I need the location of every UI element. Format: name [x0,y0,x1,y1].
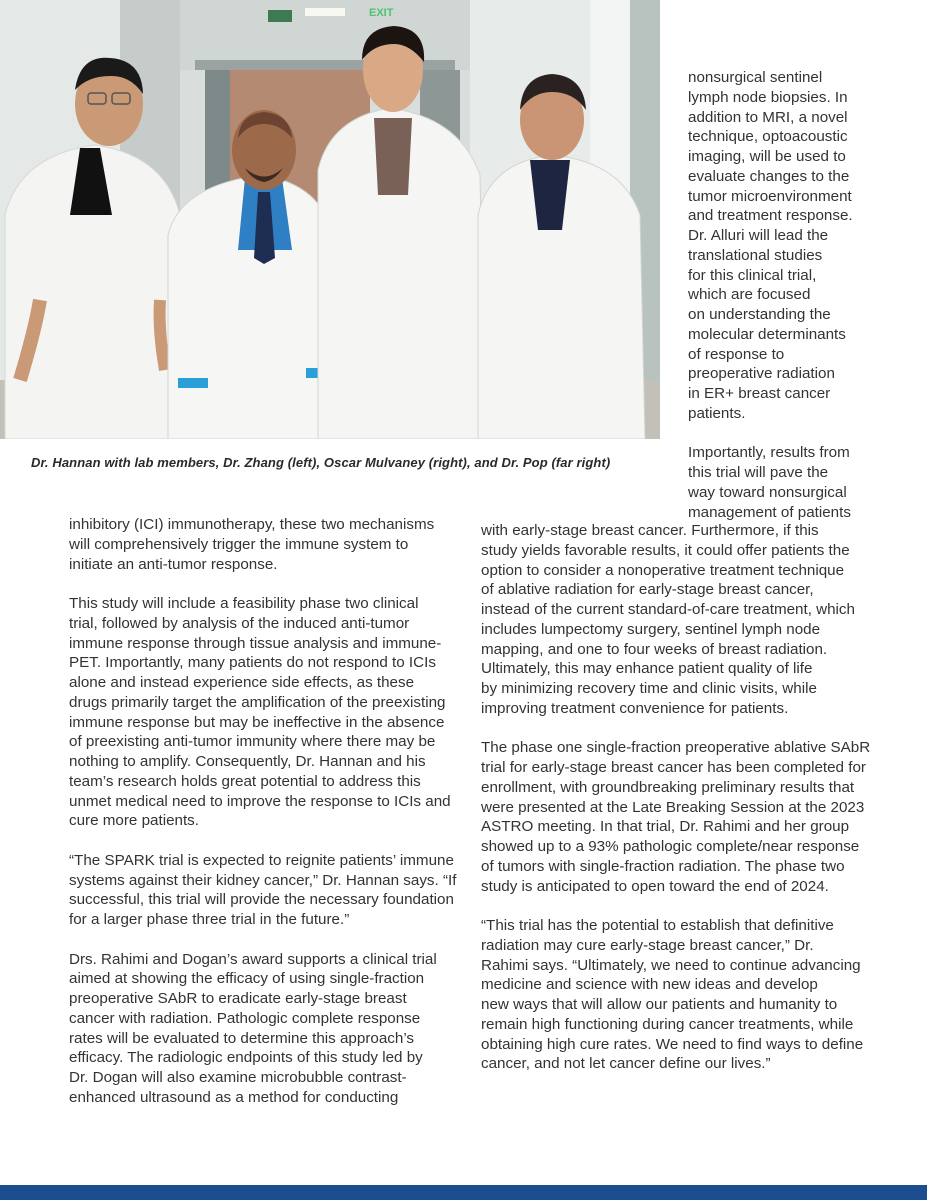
text-line: efficacy. The radiologic endpoints of this study led by [69,1049,423,1067]
text-line: tumor microenvironment [688,187,852,205]
team-photo [0,0,660,439]
article-column-left [69,515,457,1108]
text-line: by minimizing recovery time and clinic visits, while [481,680,817,697]
text-line: of preexisting anti-tumor immunity where there may be [69,733,436,751]
text-line: drugs primarily target the amplification of the preexisting [69,693,446,711]
text-line: option to consider a nonoperative treatment technique [481,561,845,579]
paragraph-gap [69,574,449,594]
text-line: immune response through tissue analysis and immune- [69,634,442,652]
text-line: alone and instead experience side effects, as these [69,674,415,691]
text-line: which are focused [688,286,811,304]
paragraph-gap [69,831,449,851]
text-line: immune response but may be ineffective in the absence [69,713,445,731]
text-line: with early-stage breast cancer. Furthermore, if this [481,522,819,539]
text-line: study yields favorable results, it could offer patients the [481,541,850,559]
text-line: enrollment, with groundbreaking preliminary results that [481,778,855,796]
text-line: lymph node biopsies. In [688,88,848,106]
text-line: showed up to a 93% pathologic complete/near response [481,838,860,855]
exit-sign: EXIT [369,7,394,19]
text-line: team’s research holds great potential to address this [69,772,421,790]
text-line: new ways that will allow our patients and humanity to [481,996,838,1013]
text-line: initiate an anti-tumor response. [69,555,278,573]
text-line: nonsurgical sentinel [688,69,823,86]
text-line: cancer with radiation. Pathologic complete response [69,1009,421,1027]
article-column-right [481,521,871,1074]
paragraph-gap [481,719,871,739]
text-line: This study will include a feasibility phase two clinical [69,595,419,612]
text-line: nothing to amplify. Consequently, Dr. Hannan and his [69,753,426,770]
text-line: Drs. Rahimi and Dogan’s award supports a clinical trial [69,950,437,968]
text-line: “The SPARK trial is expected to reignite patients’ immune [69,851,454,869]
text-line: enhanced ultrasound as a method for conducting [69,1088,399,1106]
text-line: radiation may cure early-stage breast cancer,” Dr. [481,936,814,954]
text-line: Ultimately, this may enhance patient quality of life [481,660,813,678]
text-line: of ablative radiation for early-stage breast cancer, [481,581,814,599]
text-line: mapping, and one to four weeks of breast radiation. [481,640,828,658]
exit-sign-left [268,10,292,22]
text-line: on understanding the [688,306,831,323]
text-line: technique, optoacoustic [688,128,848,146]
text-line: successful, this trial will provide the necessary foundation [69,891,454,909]
paragraph-gap [69,930,449,950]
text-line: translational studies [688,246,823,264]
text-line: and treatment response. [688,207,853,225]
text-line: instead of the current standard-of-care treatment, which [481,601,855,618]
text-line: includes lumpectomy surgery, sentinel lymph node [481,620,821,638]
text-line: remain high functioning during cancer treatments, while [481,1015,854,1033]
team-photo-illustration [0,0,660,439]
text-line: cure more patients. [69,812,199,830]
text-line: imaging, will be used to [688,148,846,165]
text-line: of tumors with single-fraction radiation. The phase two [481,857,845,875]
text-line: Dr. Alluri will lead the [688,227,829,244]
text-line: preoperative SAbR to eradicate early-stage breast [69,990,407,1007]
text-line: Importantly, results from [688,444,850,462]
text-line: addition to MRI, a novel [688,108,848,126]
paragraph-gap [688,424,918,444]
text-line: inhibitory (ICI) immunotherapy, these two mechanisms [69,516,435,533]
photo-caption: Dr. Hannan with lab members, Dr. Zhang (left), Oscar Mulvaney (right), and Dr. Pop (far right) [31,455,611,470]
text-line: for a larger phase three trial in the future.” [69,911,350,928]
text-line: ASTRO meeting. In that trial, Dr. Rahimi and her group [481,818,850,836]
text-line: cancer, and not let cancer define our lives.” [481,1055,771,1073]
text-line: evaluate changes to the [688,167,850,185]
footer-bar [0,1185,927,1200]
text-line: The phase one single-fraction preoperative ablative SAbR [481,739,871,757]
text-line: trial, followed by analysis of the induced anti-tumor [69,614,410,632]
text-line: molecular determinants [688,325,846,343]
text-line: aimed at showing the efficacy of using single-fraction [69,970,425,988]
text-line: PET. Importantly, many patients do not respond to ICIs [69,654,436,672]
text-line: will comprehensively trigger the immune system to [69,535,409,553]
text-line: Rahimi says. “Ultimately, we need to continue advancing [481,956,861,974]
text-line: were presented at the Late Breaking Session at the 2023 [481,798,865,816]
text-line: preoperative radiation [688,365,835,383]
text-line: rates will be evaluated to determine this approach’s [69,1029,415,1047]
text-line: “This trial has the potential to establish that definitive [481,917,834,934]
text-line: way toward nonsurgical [688,483,847,501]
text-line: management of patients [688,503,851,521]
text-line: systems against their kidney cancer,” Dr. Hannan says. “If [69,871,457,889]
text-line: for this clinical trial, [688,266,817,284]
article-column-top-right [688,68,918,522]
text-line: patients. [688,404,746,422]
text-line: medicine and science with new ideas and develop [481,976,818,994]
text-line: improving treatment convenience for patients. [481,699,789,717]
text-line: unmet medical need to improve the response to ICIs and [69,792,451,810]
text-line: trial for early-stage breast cancer has been completed for [481,759,866,776]
text-line: of response to [688,345,785,363]
text-line: this trial will pave the [688,464,829,481]
text-line: obtaining high cure rates. We need to find ways to define [481,1035,864,1053]
text-line: in ER+ breast cancer [688,385,831,402]
paragraph-gap [481,896,871,916]
text-line: Dr. Dogan will also examine microbubble contrast- [69,1069,407,1086]
text-line: study is anticipated to open toward the end of 2024. [481,877,829,895]
